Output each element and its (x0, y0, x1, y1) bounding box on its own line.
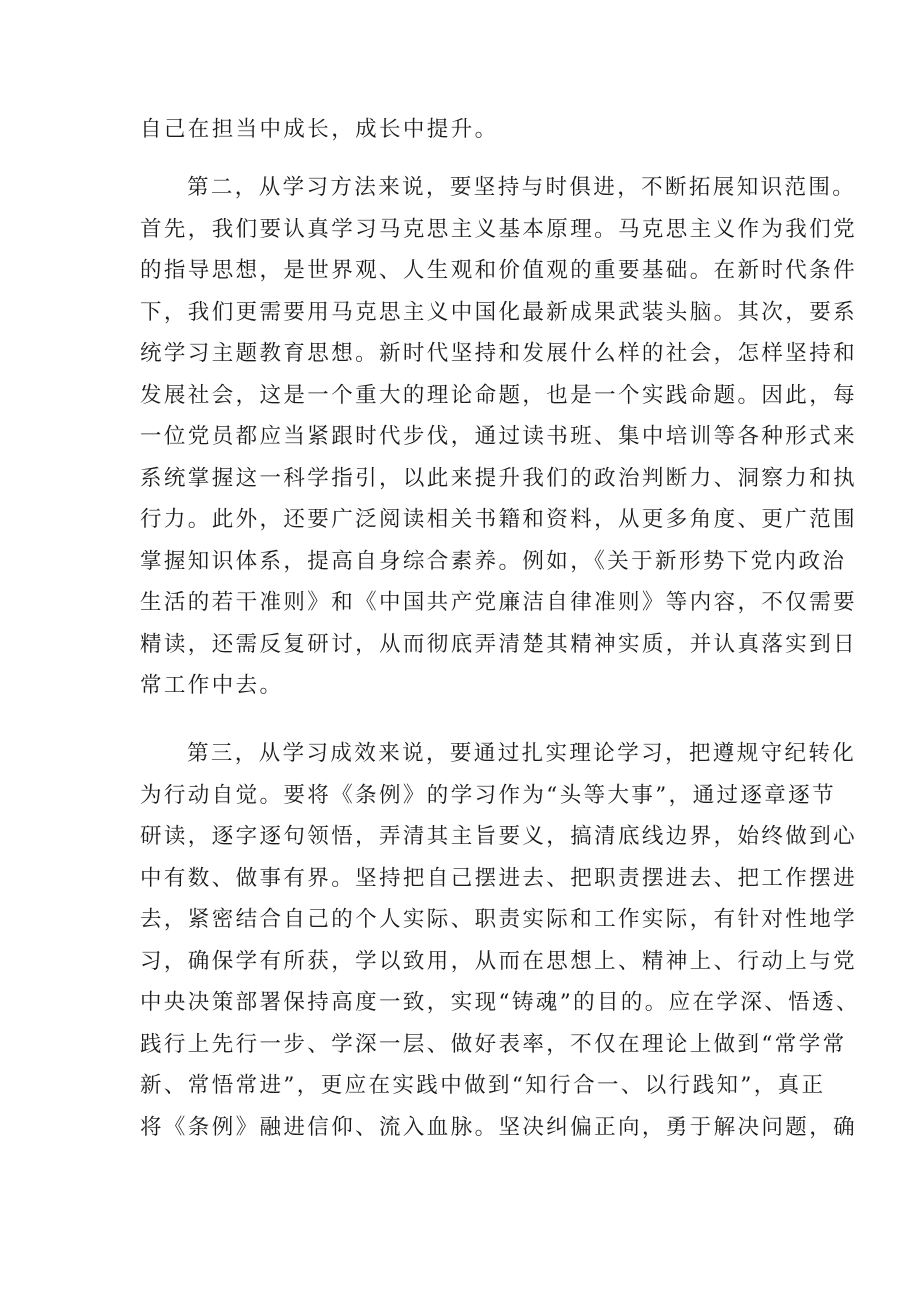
text-line: 中有数、做事有界。坚持把自己摆进去、把职责摆进去、把工作摆进 (140, 865, 858, 891)
text-line: 一位党员都应当紧跟时代步伐，通过读书班、集中培训等各种形式来 (140, 424, 858, 449)
text-line: 为行动自觉。要将《条例》的学习作为“头等大事”，通过逐章逐节 (140, 782, 836, 808)
paragraph-learning-results (140, 733, 860, 1148)
text-line: 首先，我们要认真学习马克思主义基本原理。马克思主义作为我们党 (140, 216, 858, 242)
text-line: 研读，逐字逐句领悟，弄清其主旨要义，搞清底线边界，始终做到心 (140, 824, 858, 849)
text-line: 掌握知识体系，提高自身综合素养。例如，《关于新形势下党内政治 (140, 548, 847, 574)
text-line: 自己在担当中成长，成长中提升。 (140, 117, 499, 142)
text-line: 习，确保学有所获，学以致用，从而在思想上、精神上、行动上与党 (140, 948, 858, 974)
text-line: 生活的若干准则》和《中国共产党廉洁自律准则》等内容，不仅需要 (140, 590, 858, 615)
text-line: 发展社会，这是一个重大的理论命题，也是一个实践命题。因此，每 (140, 382, 858, 408)
paragraph-continuation (140, 109, 782, 151)
text-line: 新、常悟常进”，更应在实践中做到“知行合一、以行践知”，真正 (140, 1073, 826, 1098)
text-line: 的指导思想，是世界观、人生观和价值观的重要基础。在新时代条件 (140, 258, 858, 283)
text-line: 统学习主题教育思想。新时代坚持和发展什么样的社会，怎样坚持和 (140, 341, 858, 366)
text-line: 第二，从学习方法来说，要坚持与时俱进，不断拓展知识范围。 (187, 175, 857, 200)
text-line: 第三，从学习成效来说，要通过扎实理论学习，把遵规守纪转化 (187, 741, 857, 766)
text-line: 去，紧密结合自己的个人实际、职责实际和工作实际，有针对性地学 (140, 907, 858, 932)
text-line: 常工作中去。 (140, 673, 284, 698)
text-line: 将《条例》融进信仰、流入血脉。坚决纠偏正向，勇于解决问题，确 (140, 1114, 858, 1140)
text-line: 系统掌握这一科学指引，以此来提升我们的政治判断力、洞察力和执 (140, 465, 858, 491)
text-line: 行力。此外，还要广泛阅读相关书籍和资料，从更多角度、更广范围 (140, 507, 858, 532)
text-line: 践行上先行一步、学深一层、做好表率，不仅在理论上做到“常学常 (140, 1031, 847, 1057)
paragraph-learning-method (140, 167, 858, 707)
text-line: 下，我们更需要用马克思主义中国化最新成果武装头脑。其次，要系 (140, 299, 858, 325)
text-line: 精读，还需反复研讨，从而彻底弄清楚其精神实质，并认真落实到日 (140, 631, 858, 657)
text-line: 中央决策部署保持高度一致，实现“铸魂”的目的。应在学深、悟透、 (140, 990, 860, 1015)
